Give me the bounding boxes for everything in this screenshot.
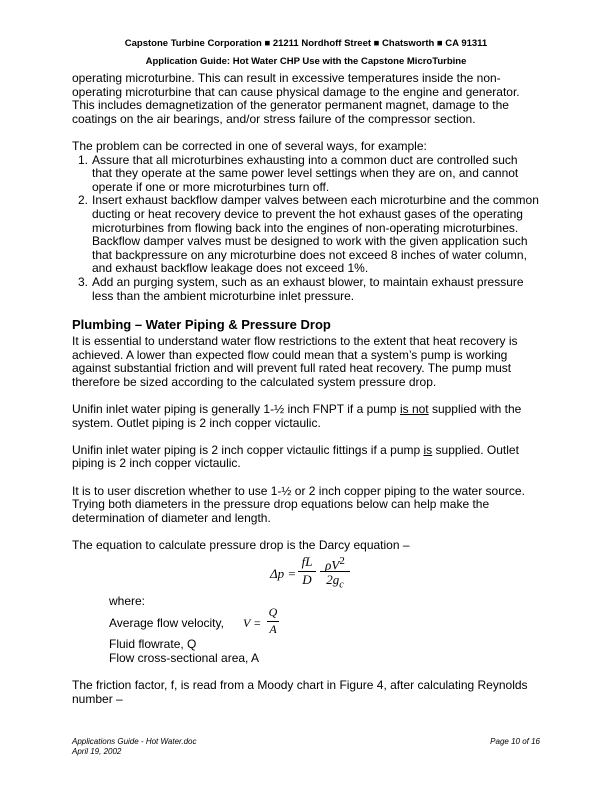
list-item xyxy=(72,154,540,195)
paragraph-friction-factor: The friction factor, f, is read from a Moody chart in Figure 4, after calculating Reynolds number – xyxy=(72,677,528,706)
paragraph-continuation: operating microturbine. This can result in excessive temperatures inside the non-operating microturbine that can cause physical damage to the engine and generator. This includes demagnetization of the generator permanent magnet, damage to the coatings on the air bearings, and/or stress failure of the compressor section. xyxy=(72,71,520,126)
list-item-number: 2. xyxy=(77,193,88,208)
flowrate-definition: Fluid flowrate, Q xyxy=(109,637,197,652)
equation-numerator-rhov: $\rho V^2$ xyxy=(325,554,345,572)
list-item-number: 1. xyxy=(77,152,88,167)
footer-page-number: Page 10 of 16 xyxy=(490,737,540,746)
footer-date: April 19, 2002 xyxy=(72,747,122,756)
velocity-lhs: V = xyxy=(243,616,262,631)
paragraph-inlet-with-pump: Unifin inlet water piping is 2 inch copper victaulic fittings if a pump is supplied. Outlet piping is 2 inch copper victaulic. xyxy=(72,442,519,471)
section-heading: Plumbing – Water Piping & Pressure Drop xyxy=(72,317,331,333)
list-item-number: 3. xyxy=(77,274,88,289)
footer-doc-name: Applications Guide - Hot Water.doc xyxy=(72,737,197,746)
page-body xyxy=(72,72,540,706)
list-item-text: Assure that all microturbines exhausting into a common duct are controlled such that they operate at the same power level settings when they are on, and cannot operate if one or more microturbines turn off. xyxy=(92,152,519,194)
corrections-list xyxy=(72,154,540,304)
list-item-text: Insert exhaust backflow damper valves between each microturbine and the common ducting or heat recovery device to prevent the hot exhaust gases of the operating microturbines from flowing back into the engines of non-operating microturbines. Backflow damper valves must be designed to work with the given application such that backpressure on any microturbine does not exceed 8 inches of water column, and exhaust backflow leakage does not exceed 1%. xyxy=(92,193,539,276)
paragraph-darcy-intro: The equation to calculate pressure drop is the Darcy equation – xyxy=(72,538,410,552)
header-guide-title: Application Guide: Hot Water CHP Use with the Capstone MicroTurbine xyxy=(145,56,467,67)
list-item-text: Add an purging system, such as an exhaust blower, to maintain exhaust pressure less than the ambient microturbine inlet pressure. xyxy=(92,274,524,303)
equation-denominator-d: D xyxy=(302,571,312,587)
velocity-numerator: Q xyxy=(268,605,278,620)
paragraph-inlet-no-pump: Unifin inlet water piping is generally 1-½ inch FNPT if a pump is not supplied with the system. Outlet piping is 2 inch copper victaulic. xyxy=(72,402,522,430)
equation-denominator-2gc: $2g_c$ xyxy=(326,571,344,591)
velocity-definition: Average flow velocity, V = Q A xyxy=(109,605,278,637)
paragraph-user-discretion: It is to user discretion whether to use 1-½ or 2 inch copper piping to the water source. Trying both diameters in the pressure drop equations below can help make the determination of diameter and length. xyxy=(72,483,525,525)
header-company-line: Capstone Turbine Corporation ■ 21211 Nordhoff Street ■ Chatsworth ■ CA 91311 xyxy=(124,38,488,49)
equation-numerator-fl: fL xyxy=(301,553,313,569)
paragraph-problem-intro: The problem can be corrected in one of several ways, for example: xyxy=(72,138,427,153)
darcy-equation xyxy=(72,555,540,595)
footer-document xyxy=(72,737,197,757)
area-definition: Flow cross-sectional area, A xyxy=(109,650,260,665)
paragraph-flow-restrictions: It is essential to understand water flow restrictions to the extent that heat recovery is achieved. A lower than expected flow could mean that a system’s pump is working against substantial friction and will prevent full rated heat recovery. The pump must therefore be sized according to the calculated system pressure drop. xyxy=(72,334,518,389)
velocity-denominator: A xyxy=(269,622,277,637)
where-label: where: xyxy=(109,593,146,608)
list-item xyxy=(72,276,540,303)
equation-lhs: Δp = xyxy=(270,565,297,581)
list-item xyxy=(72,194,540,276)
